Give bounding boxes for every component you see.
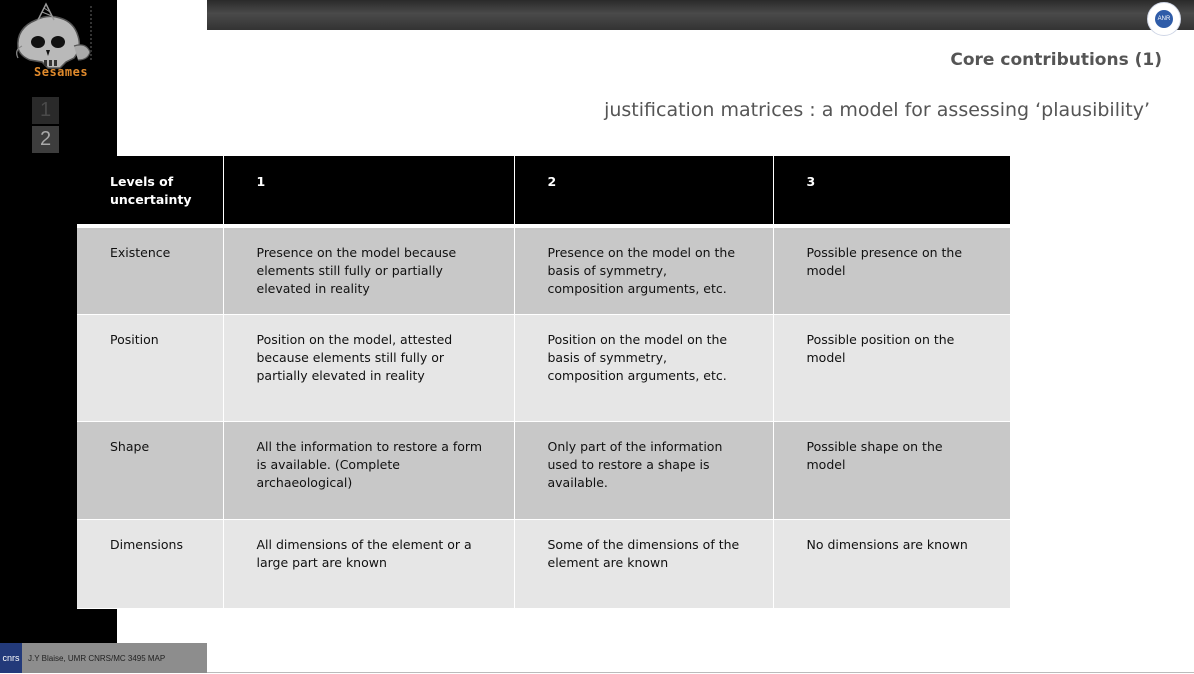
- row-label: Shape: [77, 421, 223, 519]
- table-row: [77, 421, 1010, 519]
- table-cell: Possible shape on the model: [773, 421, 1010, 519]
- table-cell: Only part of the information used to restore a shape is available.: [514, 421, 773, 519]
- table-cell: Presence on the model because elements still fully or partially elevated in reality: [223, 228, 514, 314]
- table-cell: All the information to restore a form is available. (Complete archaeological): [223, 421, 514, 519]
- table-cell: All dimensions of the element or a large part are known: [223, 519, 514, 608]
- row-label: Existence: [77, 228, 223, 314]
- footer-credit: J.Y Blaise, UMR CNRS/MC 3495 MAP: [28, 654, 166, 663]
- logo-text: Sesames: [34, 65, 89, 79]
- row-label: Position: [77, 314, 223, 421]
- table-cell: Possible position on the model: [773, 314, 1010, 421]
- header-cell: 2: [514, 156, 773, 224]
- table-cell: No dimensions are known: [773, 519, 1010, 608]
- slide-tab-2[interactable]: 2: [32, 126, 59, 153]
- table-cell: Position on the model on the basis of symmetry, composition arguments, etc.: [514, 314, 773, 421]
- table-row: [77, 228, 1010, 314]
- anr-badge-icon: [1147, 2, 1181, 36]
- table-header-row: [77, 156, 1010, 224]
- table-row: [77, 314, 1010, 421]
- page-title: Core contributions (1): [950, 50, 1162, 70]
- table-row: [77, 519, 1010, 608]
- header-cell: 1: [223, 156, 514, 224]
- anr-badge-label: ANR: [1155, 10, 1173, 28]
- cnrs-logo-icon: cnrs: [0, 643, 22, 673]
- slide-tab-1[interactable]: 1: [32, 97, 59, 124]
- header-cell: Levels of uncertainty: [77, 156, 223, 224]
- bottom-divider: [207, 672, 1194, 673]
- page-subtitle: justification matrices : a model for assessing ‘plausibility’: [604, 99, 1150, 121]
- header-band: [207, 0, 1194, 30]
- footer: [0, 643, 207, 673]
- table-cell: Presence on the model on the basis of symmetry, composition arguments, etc.: [514, 228, 773, 314]
- table-cell: Position on the model, attested because elements still fully or partially elevated in reality: [223, 314, 514, 421]
- logo-vertical-mark: [86, 6, 96, 62]
- justification-matrix: [77, 156, 1010, 609]
- header-cell: 3: [773, 156, 1010, 224]
- table-cell: Possible presence on the model: [773, 228, 1010, 314]
- table-cell: Some of the dimensions of the element are known: [514, 519, 773, 608]
- row-label: Dimensions: [77, 519, 223, 608]
